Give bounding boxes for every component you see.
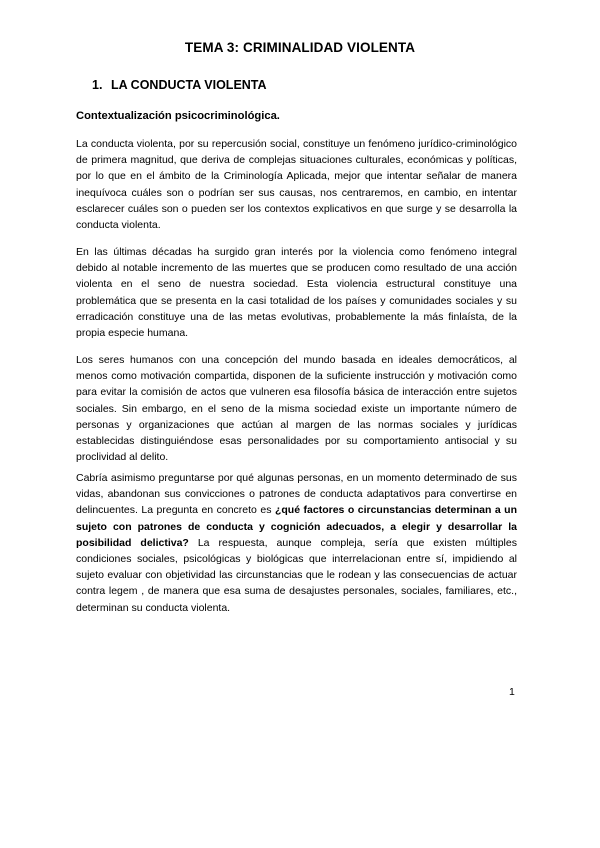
paragraph-3: Los seres humanos con una concepción del mundo basada en ideales democráticos, al menos como motivación compartida, disponen de la suficiente instrucción y motivación como para evitar la comisión de actos que vulneren esa filosofía básica de interacción entre sujetos sociales. Sin embargo, en el seno de la misma sociedad existe un importante número de personas y organizaciones que actúan al margen de las normas sociales y jurídicas establecidas distinguiéndose esas personalidades por su comportamiento antisocial y su proclividad al delito. — [76, 354, 517, 464]
subheading: Contextualización psicocriminológica. — [76, 110, 280, 122]
key-question: ¿qué factores o circunstancias determinan a un sujeto con patrones de conducta y cognición adecuados, a elegir y desarrollar la posibilidad delictiva? — [76, 504, 517, 549]
page-number: 1 — [509, 686, 515, 698]
document-title: TEMA 3: CRIMINALIDAD VIOLENTA — [184, 40, 416, 55]
paragraph-4-answer: La respuesta, aunque compleja, sería que existen múltiples condiciones sociales, psicológicas y biológicas que interrelacionan entre sí, impidiendo al sujeto evaluar con objetividad las circunstancias que le rodean y las consecuencias de actuar contra legem , de manera que esa suma de desajustes personales, sociales, familiares, etc., determinan su conducta violenta. — [76, 536, 517, 614]
paragraph-4-intro: Cabría asimismo preguntarse por qué algunas personas, en un momento determinado de sus vidas, abandonan sus convicciones o patrones de conducta adaptativos para convertirse en delincuentes. La pregunta en concreto es — [76, 472, 517, 517]
paragraph-1: La conducta violenta, por su repercusión social, constituye un fenómeno jurídico-criminológico de primera magnitud, que deriva de complejas situaciones culturales, económicas y políticas, por lo que en el ámbito de la Criminología Aplicada, mejor que intentar señalar de manera inequívoca cuáles son o podrían ser sus causas, nos centraremos, en cambio, en intentar esclarecer cuáles son o pueden ser los contextos explicativos en que surge y se desarrolla la conducta violenta. — [76, 138, 517, 232]
section-heading — [92, 78, 267, 92]
section-number: 1. — [92, 78, 103, 92]
section-label: LA CONDUCTA VIOLENTA — [111, 78, 267, 92]
paragraph-4 — [76, 470, 517, 616]
paragraph-2: En las últimas décadas ha surgido gran interés por la violencia como fenómeno integral debido al notable incremento de las muertes que se producen como resultado de una acción violenta en el seno de nuestra sociedad. Esta violencia estructural constituye una problemática que se presenta en la casi totalidad de los países y comunidades sociales y su erradicación constituye una de las metas evolutivas, probablemente la más finlaísta, de la propia especie humana. — [76, 246, 517, 340]
